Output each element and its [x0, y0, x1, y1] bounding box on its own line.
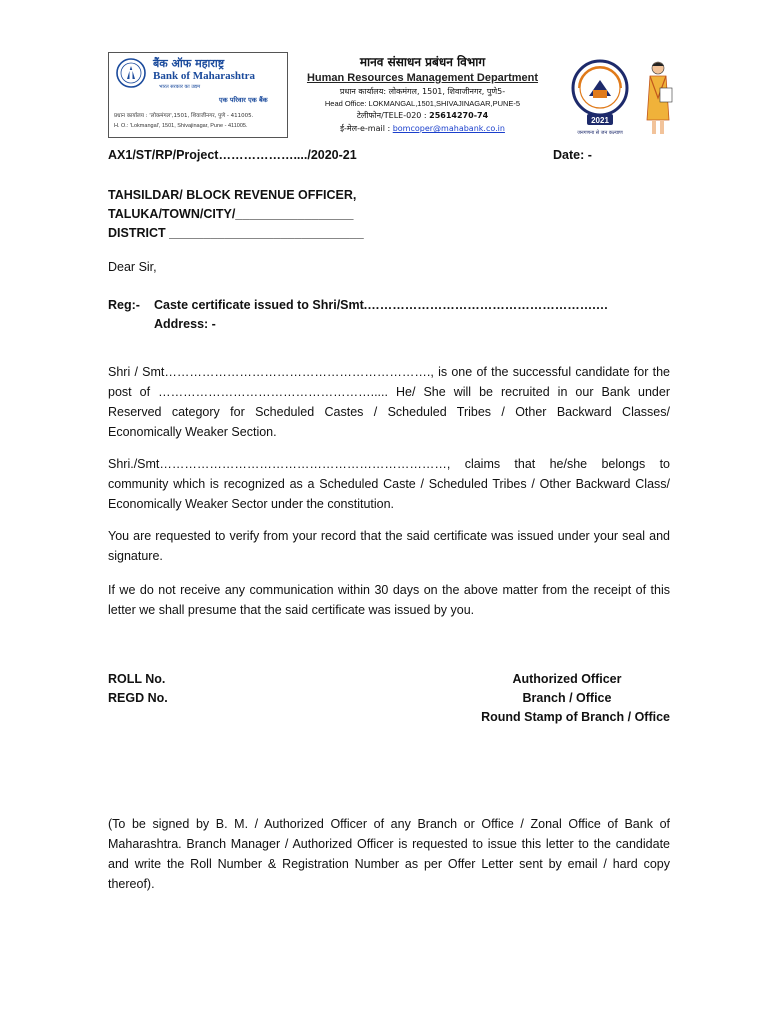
department-name-hindi: मानव संसाधन प्रबंधन विभाग	[359, 55, 486, 69]
letter-date: Date: -	[553, 148, 592, 162]
paragraph-verification-request: You are requested to verify from your record that the said certificate was issued under your seal and signature.	[108, 529, 670, 563]
addressee-line-1: TAHSILDAR/ BLOCK REVENUE OFFICER,	[108, 188, 357, 202]
salutation: Dear Sir,	[108, 260, 157, 274]
email-link[interactable]: bomcoper@mahabank.co.in	[392, 124, 505, 133]
regd-number-label: REGD No.	[108, 691, 168, 705]
email-line	[290, 123, 555, 134]
bank-logo-box	[108, 52, 288, 138]
authorized-officer-label: Authorized Officer	[512, 672, 622, 686]
telephone-number: 25614270-74	[429, 111, 489, 120]
addressee-line-3: DISTRICT ____________________________	[108, 226, 364, 240]
department-name-english: Human Resources Management Department	[306, 72, 539, 84]
reference-number: AX1/ST/RP/Project………………..../2020-21	[108, 148, 357, 162]
roll-regd-block	[108, 670, 168, 708]
bank-emblem-icon	[116, 58, 146, 88]
census-logo-icon	[565, 58, 635, 138]
email-label: ई-मेल-e-mail :	[340, 124, 393, 133]
census-mascot-icon	[638, 58, 678, 138]
bank-slogan: एक परिवार एक बैंक	[219, 96, 268, 104]
telephone-label: टेलीफोन/TELE-020 :	[356, 111, 430, 120]
bank-tagline: भारत सरकार का उद्यम	[159, 84, 201, 90]
footnote-instructions: (To be signed by B. M. / Authorized Officer of any Branch or Office / Zonal Office of Bank of Maharashtra. Branch Manager / Authorized Officer is requested to issue this letter to the candidate and write the Roll Number & Registration Number as per Offer Letter sent by email / hard copy thereof).	[108, 817, 670, 891]
head-office-hindi: प्रधान कार्यालय: लोकमंगल, 1501, शिवाजीनगर, पुणे5-	[339, 87, 506, 96]
addressee-block	[108, 186, 364, 243]
census-tagline: जनगणना से जन कल्याण	[577, 130, 623, 136]
department-header	[290, 52, 555, 134]
authorized-officer-block	[430, 670, 670, 727]
addressee-line-2: TALUKA/TOWN/CITY/_________________	[108, 207, 354, 221]
roll-number-label: ROLL No.	[108, 672, 166, 686]
head-office-english: Head Office: LOKMANGAL,1501,SHIVAJINAGAR,PUNE-5	[324, 99, 521, 108]
census-year: 2021	[591, 116, 609, 125]
bank-name-english: Bank of Maharashtra	[153, 70, 256, 82]
bank-head-office-english: H. O.: 'Lokmangal', 1501, Shivajinagar, Pune - 411005.	[114, 123, 248, 129]
telephone-line	[290, 110, 555, 121]
paragraph-candidate: Shri / Smt………………………………………………………., is one of the successful candidate for the post of ……………………………………………..... He/ She will be recruited in our Bank under Reserved category for Scheduled Castes / Scheduled Tribes / Other Backward Classes/ Economically Weaker Section.	[108, 365, 670, 439]
bank-head-office-hindi: प्रधान कार्यालय : 'लोकमंगल',1501, शिवाजीनगर, पुणे - 411005.	[114, 113, 254, 119]
bank-name-hindi: बैंक ऑफ महाराष्ट्र	[153, 57, 225, 70]
round-stamp-label: Round Stamp of Branch / Office	[481, 710, 670, 724]
subject-address: Address: -	[154, 317, 216, 331]
subject-label: Reg:-	[108, 298, 140, 312]
subject-block	[108, 296, 608, 334]
paragraph-deadline: If we do not receive any communication within 30 days on the above matter from the receipt of this letter we shall presume that the said certificate was issued by you.	[108, 583, 670, 617]
paragraph-community-claim: Shri./Smt……………………………………………………………, claims that he/she belongs to community which is recognized as a Scheduled Caste / Scheduled Tribes / Other Backward Class/ Economically Weaker Sector under the constitution.	[108, 457, 670, 511]
subject-text: Caste certificate issued to Shri/Smt.……………………………………………….…	[154, 298, 609, 312]
branch-office-label: Branch / Office	[522, 691, 612, 705]
